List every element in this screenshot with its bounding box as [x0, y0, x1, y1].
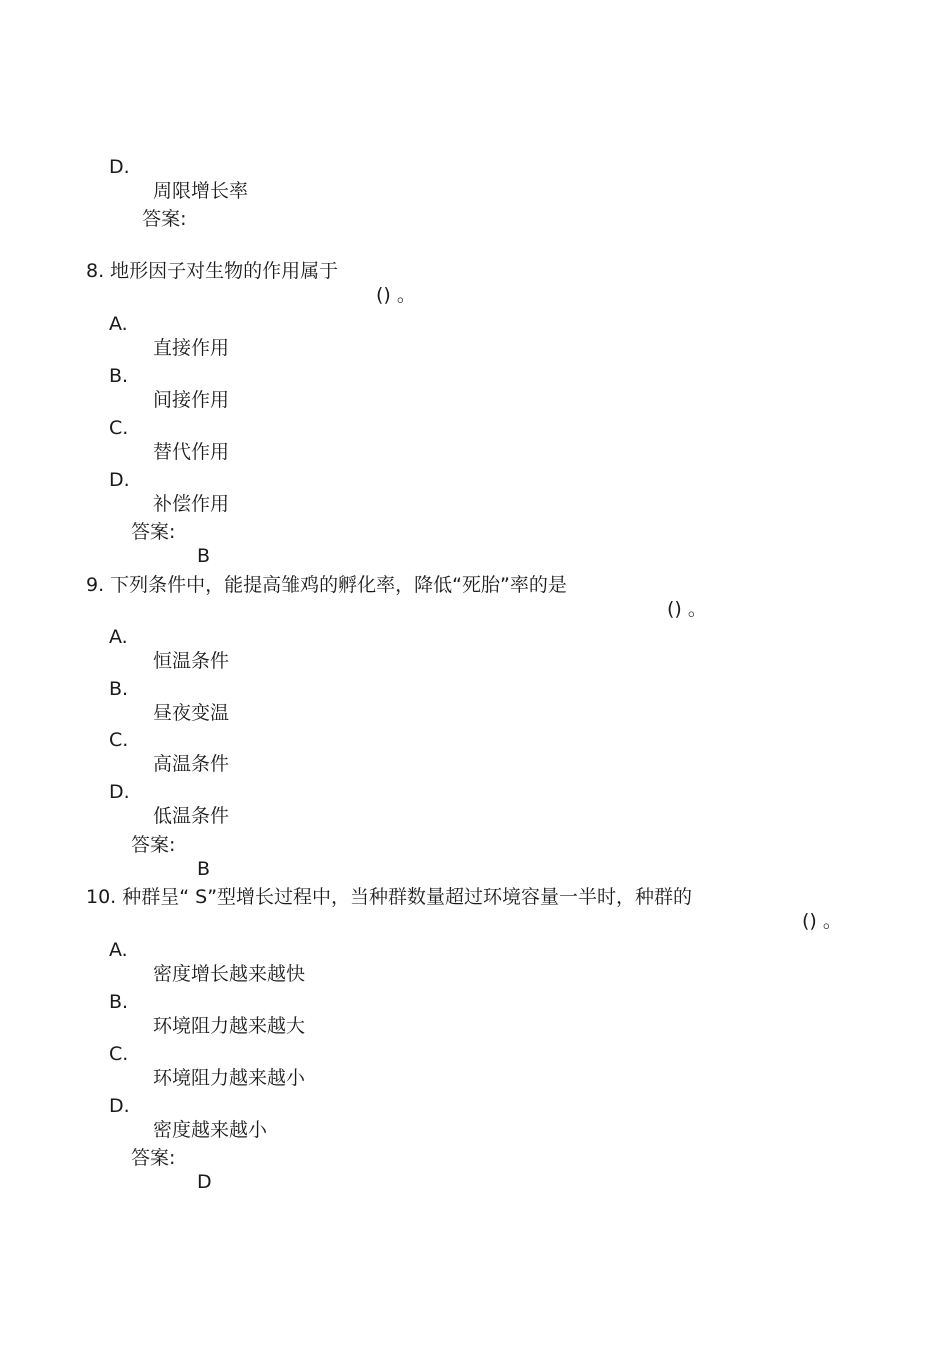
option-text: 环境阻力越来越小 — [153, 1067, 306, 1089]
option-letter: D. — [109, 469, 130, 491]
answer-value: D — [197, 1171, 212, 1193]
question-stem: 9. 下列条件中，能提高雏鸡的孵化率，降低“死胎”率的是 — [86, 574, 567, 596]
option-letter: C. — [109, 417, 129, 439]
option-letter: D. — [109, 781, 130, 803]
option-text: 昼夜变温 — [153, 702, 230, 724]
option-text: 间接作用 — [153, 389, 230, 411]
question-paren: () 。 — [667, 598, 707, 620]
answer-label: 答案: — [131, 1147, 176, 1169]
option-text: 环境阻力越来越大 — [153, 1015, 306, 1037]
option-letter: B. — [109, 678, 129, 700]
option-letter: B. — [109, 365, 129, 387]
answer-label: 答案: — [131, 521, 176, 543]
q10-answer — [0, 1122, 212, 1218]
top-answer — [118, 183, 187, 255]
option-text: 恒温条件 — [153, 650, 230, 672]
answer-value: B — [197, 545, 211, 567]
question-paren: () 。 — [802, 910, 842, 932]
question-stem: 10. 种群呈“ S”型增长过程中，当种群数量超过环境容量一半时，种群的 — [86, 886, 693, 908]
option-letter: A. — [109, 313, 128, 335]
answer-label: 答案: — [142, 208, 187, 230]
option-letter: C. — [109, 729, 129, 751]
option-letter: D. — [109, 1095, 130, 1117]
option-letter: A. — [109, 939, 128, 961]
option-text: 密度越来越小 — [153, 1119, 268, 1141]
option-text: 密度增长越来越快 — [153, 963, 306, 985]
option-letter: C. — [109, 1043, 129, 1065]
option-text: 补偿作用 — [153, 493, 230, 515]
question-stem: 8. 地形因子对生物的作用属于 — [86, 260, 339, 282]
option-letter: D. — [109, 156, 130, 178]
option-text: 周限增长率 — [153, 180, 249, 202]
question-paren: () 。 — [376, 284, 416, 306]
answer-label: 答案: — [131, 834, 176, 856]
option-text: 高温条件 — [153, 753, 230, 775]
answer-value: B — [197, 858, 211, 880]
option-letter: B. — [109, 991, 129, 1013]
option-text: 低温条件 — [153, 805, 230, 827]
option-text: 替代作用 — [153, 441, 230, 463]
option-text: 直接作用 — [153, 337, 230, 359]
option-letter: A. — [109, 626, 128, 648]
